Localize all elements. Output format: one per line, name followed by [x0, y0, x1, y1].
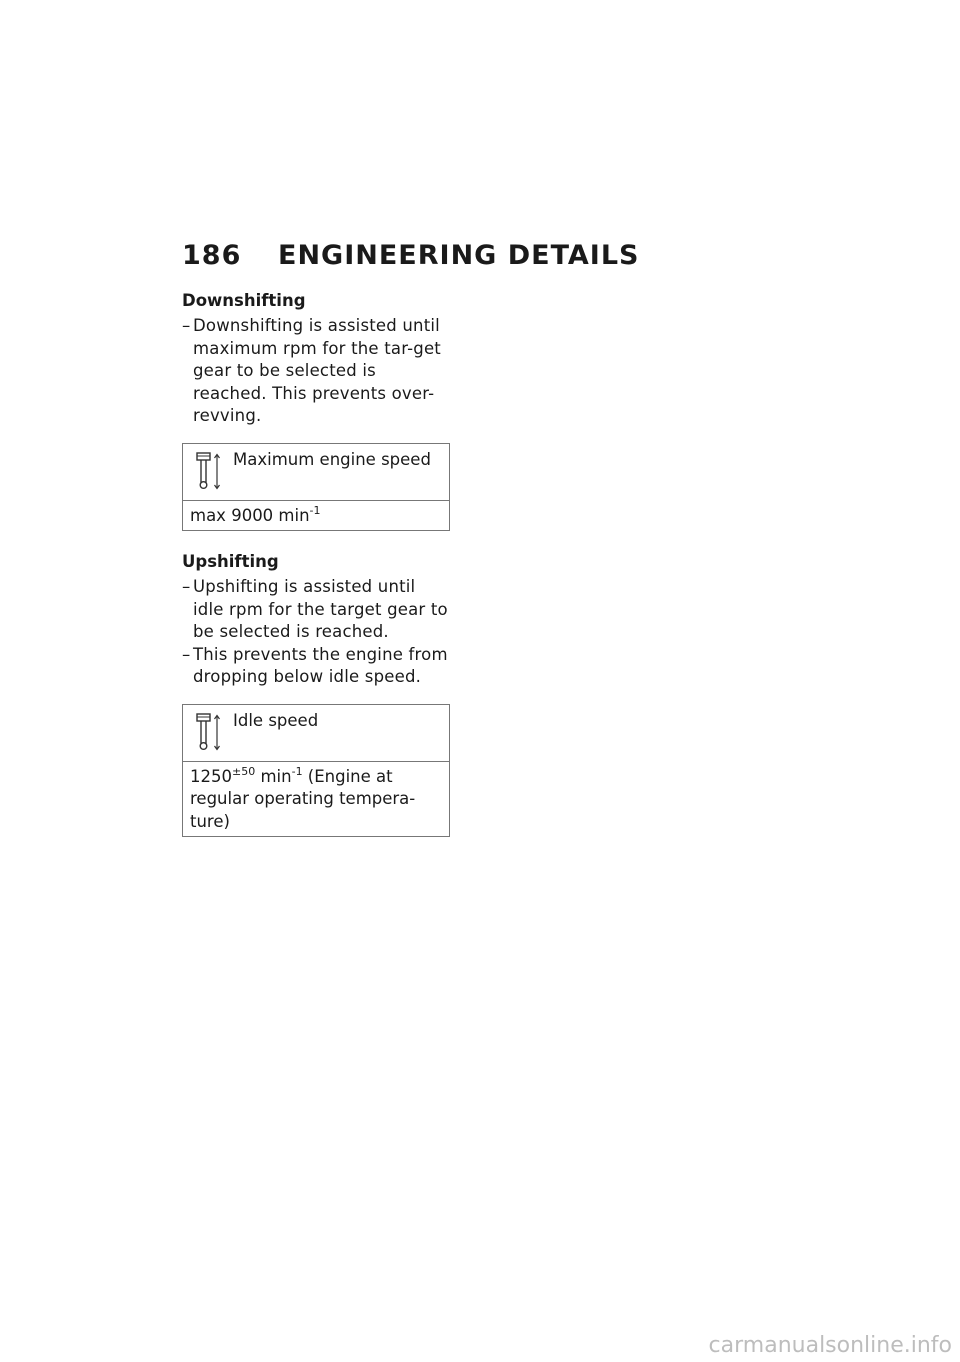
page-title: ENGINEERING DETAILS: [278, 240, 640, 271]
spec-header: [183, 705, 449, 762]
spec-value: max 9000 $\min^{-1}$: [190, 503, 321, 525]
dash-bullet: –: [182, 577, 191, 596]
section-title-upshifting: Upshifting: [182, 552, 279, 571]
list-item: – Upshifting is assisted until idle rpm for the target gear to be selected is reached.: [182, 577, 448, 641]
dash-bullet: –: [182, 316, 191, 335]
spec-header: [183, 444, 449, 501]
list-item: – Downshifting is assisted until maximum rpm for the tar-get gear to be selected is reached. This prevents over-revving.: [182, 316, 441, 425]
engine-piston-icon: [196, 452, 222, 490]
page-number: 186: [182, 240, 242, 271]
spec-value: $1250^{\pm 50}$ $\min^{-1}$ (Engine at regular operating tempera-ture): [190, 764, 416, 831]
section-title-downshifting: Downshifting: [182, 291, 306, 310]
bullet-list-upshifting: [182, 576, 450, 689]
spec-table-max-engine-speed: [182, 443, 450, 532]
engine-piston-icon: [196, 713, 222, 751]
bullet-list-downshifting: [182, 315, 450, 428]
dash-bullet: –: [182, 644, 191, 664]
spec-label: Maximum engine speed: [233, 449, 431, 469]
spec-table-idle-speed: [182, 704, 450, 838]
watermark: carmanualsonline.info: [708, 1333, 952, 1358]
content-column: [182, 290, 450, 857]
page-header: [182, 240, 702, 271]
spec-label: Idle speed: [233, 710, 319, 730]
list-item: – This prevents the engine from dropping below idle speed.: [182, 644, 448, 686]
